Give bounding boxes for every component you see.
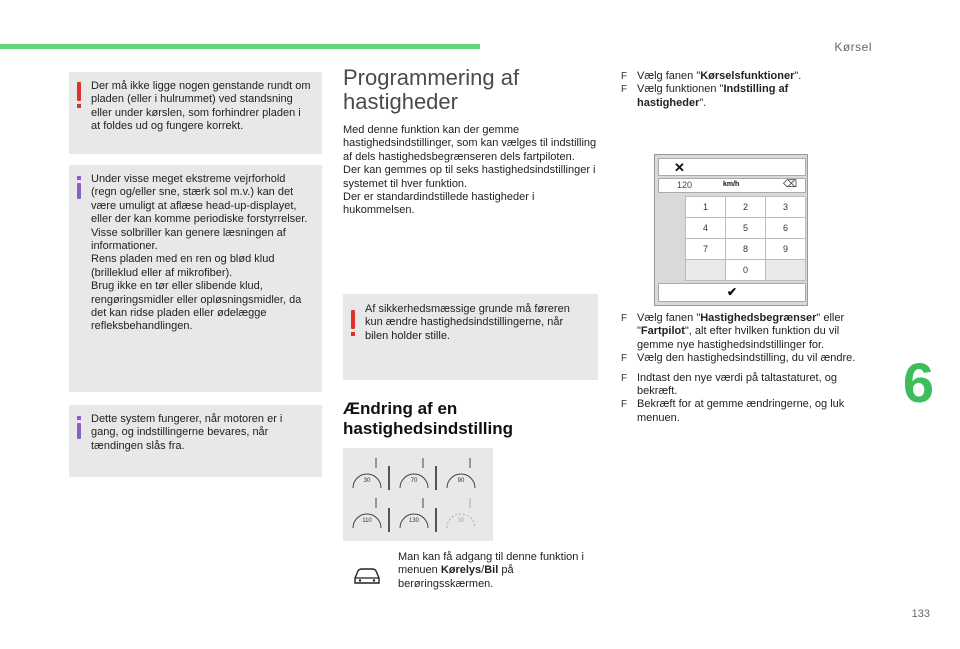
menu-name-2: Bil — [484, 564, 499, 577]
key-9[interactable]: 9 — [766, 239, 806, 260]
gauge-label: 90 — [457, 478, 465, 484]
menu-name: Kørelys — [440, 564, 482, 577]
key-2[interactable]: 2 — [726, 197, 766, 218]
step-item: F Vælg funktionen "Indstilling af hastigheder". — [621, 83, 821, 110]
warning-box-plate — [69, 72, 322, 154]
key-blank — [686, 260, 726, 281]
chapter-number: 6 — [902, 351, 934, 414]
info-text-4: Brug ikke en tør eller slibende klud, rengøringsmidler eller opløsningsmidler, da det kan ridse pladen eller ødelægge refleksbehandlingen. — [91, 280, 302, 333]
info-text-system: Dette system fungerer, når motoren er i gang, og indstillingerne bevares, når tændingen slås fra. — [91, 413, 283, 452]
step-item: F Indtast den nye værdi på taltastaturet, og bekræft. — [621, 372, 861, 399]
intro-para-2: Der kan gemmes op til seks hastighedsindstillinger i systemet til hver funktion. — [343, 164, 596, 190]
info-text-1: Under visse meget ekstreme vejrforhold (regn og/eller sne, stærk sol m.v.) kan det være umuligt at aflæse head-up-displayet, eller der kan komme periodiske forstyrrelser. — [91, 173, 308, 226]
info-box-weather — [69, 165, 322, 392]
gauge-label: 30 — [363, 478, 371, 484]
intro-para-3: Der er standardindstillede hastigheder i hukommelsen. — [343, 191, 535, 217]
key-1[interactable]: 1 — [686, 197, 726, 218]
section-heading: Programmering af hastigheder — [343, 65, 520, 114]
warning-icon — [77, 82, 81, 101]
subsection-heading: Ændring af en hastighedsindstilling — [343, 399, 514, 438]
menu-separator: / — [481, 564, 485, 577]
header-accent-bar — [0, 44, 480, 49]
step-item: F Vælg fanen "Kørselsfunktioner". — [621, 70, 821, 83]
backspace-icon[interactable]: ⌫ — [783, 179, 798, 190]
warning-icon — [351, 310, 355, 329]
info-text-3: Rens pladen med en ren og blød klud (brilleklud eller af mikrofiber). — [91, 253, 275, 279]
gauge-label: 130 — [408, 518, 420, 524]
speed-gauges-figure — [343, 448, 493, 541]
warning-text: Der må ikke ligge nogen genstande rundt om pladen (eller i hulrummet) ved standsning eller under kørslen, som forhindrer pladen i at foldes ud og fungere korrekt. — [91, 80, 311, 133]
section-title: Kørsel — [834, 40, 872, 54]
access-text-after: på berøringsskærmen. — [398, 564, 514, 590]
info-icon — [77, 423, 81, 439]
info-text-2: Visse solbriller kan genere læsningen af informationer. — [91, 226, 286, 253]
key-8[interactable]: 8 — [726, 239, 766, 260]
gauge-label: 110 — [362, 518, 372, 524]
speed-value: 120 — [677, 180, 693, 190]
gauge-label: 30 — [457, 518, 465, 524]
info-icon — [77, 183, 81, 199]
gauge-label: 70 — [410, 478, 418, 484]
step-item: F Bekræft for at gemme ændringerne, og luk menuen. — [621, 398, 861, 425]
step-item: F Vælg fanen "Hastighedsbegrænser" eller "Fartpilot", alt efter hvilken funktion du vil gemme nye hastighedsindstillinger for. — [621, 312, 861, 352]
intro-para-1: Med denne funktion kan der gemme hastighedsindstillinger, som kan vælges til indstilling af dels hastighedsbegrænseren dels fartpiloten. — [343, 124, 597, 163]
info-box-system — [69, 405, 322, 477]
keypad-grid — [685, 196, 805, 281]
gauges-svg — [343, 448, 493, 541]
steps-bottom — [621, 312, 861, 425]
key-3[interactable]: 3 — [766, 197, 806, 218]
car-icon — [352, 566, 382, 591]
warning-box-safety — [343, 294, 598, 380]
page-number: 133 — [911, 608, 930, 620]
keypad-top-bar — [658, 158, 806, 176]
speed-display — [658, 178, 806, 193]
key-7[interactable]: 7 — [686, 239, 726, 260]
key-blank — [766, 260, 806, 281]
access-text — [398, 551, 588, 591]
speed-keypad-screen — [654, 154, 808, 306]
confirm-check-icon[interactable]: ✔ — [658, 283, 806, 302]
steps-top — [621, 70, 821, 110]
close-icon[interactable]: ✕ — [674, 160, 685, 175]
access-text-before: Man kan få adgang til denne funktion i menuen — [398, 551, 584, 577]
step-item: F Vælg den hastighedsindstilling, du vil ændre. — [621, 352, 861, 365]
key-6[interactable]: 6 — [766, 218, 806, 239]
safety-text: Af sikkerhedsmæssige grunde må føreren kun ændre hastighedsindstillingerne, når bilen holder stille. — [365, 303, 570, 342]
speed-unit: km/h — [723, 181, 740, 188]
key-4[interactable]: 4 — [686, 218, 726, 239]
key-5[interactable]: 5 — [726, 218, 766, 239]
key-0[interactable]: 0 — [726, 260, 766, 281]
intro-text — [343, 124, 598, 218]
